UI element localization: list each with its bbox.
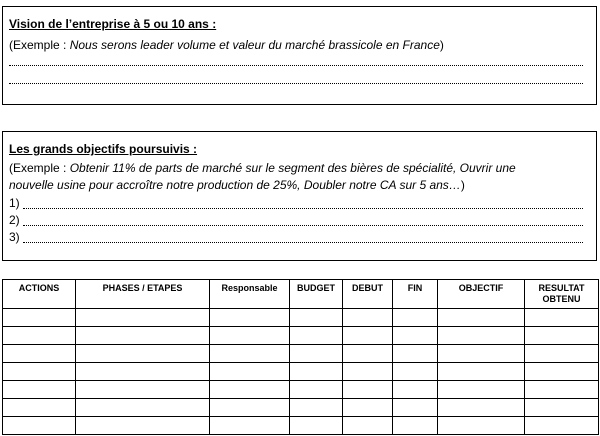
header-budget: BUDGET — [290, 280, 343, 309]
objective-item-2-line[interactable] — [23, 225, 583, 226]
table-cell[interactable] — [393, 327, 438, 345]
table-cell[interactable] — [393, 345, 438, 363]
table-cell[interactable] — [525, 399, 599, 417]
table-cell[interactable] — [76, 363, 210, 381]
table-cell[interactable] — [290, 417, 343, 435]
table-cell[interactable] — [76, 417, 210, 435]
header-responsable: Responsable — [210, 280, 290, 309]
objectives-title: Les grands objectifs poursuivis : — [9, 142, 198, 156]
table-cell[interactable] — [343, 399, 393, 417]
table-cell[interactable] — [76, 309, 210, 327]
table-row — [3, 381, 599, 399]
table-cell[interactable] — [3, 309, 76, 327]
table-cell[interactable] — [210, 363, 290, 381]
action-plan-table — [2, 279, 599, 435]
table-cell[interactable] — [343, 417, 393, 435]
vision-example-suffix: ) — [439, 38, 444, 52]
objectives-example-text-1: Obtenir 11% de parts de marché sur le segment des bières de spécialité, Ouvrir une — [69, 161, 516, 175]
table-cell[interactable] — [525, 327, 599, 345]
table-cell[interactable] — [3, 363, 76, 381]
table-cell[interactable] — [438, 381, 525, 399]
table-cell[interactable] — [76, 381, 210, 399]
table-cell[interactable] — [290, 309, 343, 327]
table-cell[interactable] — [76, 399, 210, 417]
objective-item-2-label: 2) — [9, 213, 20, 227]
table-cell[interactable] — [210, 327, 290, 345]
vision-example-text: Nous serons leader volume et valeur du marché brassicole en France — [69, 38, 440, 52]
table-cell[interactable] — [438, 417, 525, 435]
header-objectif: OBJECTIF — [438, 280, 525, 309]
header-resultat-obtenu: RESULTAT OBTENU — [525, 280, 599, 309]
header-fin: FIN — [393, 280, 438, 309]
table-cell[interactable] — [393, 417, 438, 435]
table-cell[interactable] — [438, 327, 525, 345]
vision-title: Vision de l’entreprise à 5 ou 10 ans : — [9, 17, 217, 31]
objectives-section — [2, 131, 597, 261]
table-cell[interactable] — [343, 345, 393, 363]
objective-item-1-line[interactable] — [23, 208, 583, 209]
objectives-example-line-2 — [9, 177, 465, 193]
objectives-example-prefix: (Exemple : — [9, 161, 70, 175]
vision-answer-line-2[interactable] — [9, 83, 583, 84]
table-cell[interactable] — [3, 399, 76, 417]
table-cell[interactable] — [3, 345, 76, 363]
table-cell[interactable] — [76, 345, 210, 363]
header-phases-etapes: PHASES / ETAPES — [76, 280, 210, 309]
table-cell[interactable] — [525, 381, 599, 399]
vision-example — [9, 37, 444, 53]
table-header-row — [3, 280, 599, 309]
table-cell[interactable] — [210, 381, 290, 399]
table-row — [3, 417, 599, 435]
table-cell[interactable] — [438, 399, 525, 417]
objective-item-1-label: 1) — [9, 196, 20, 210]
table-cell[interactable] — [210, 399, 290, 417]
objectives-example-line-1 — [9, 160, 516, 176]
table-cell[interactable] — [3, 417, 76, 435]
table-cell[interactable] — [3, 327, 76, 345]
table-cell[interactable] — [393, 309, 438, 327]
objectives-example-suffix: ) — [460, 178, 465, 192]
table-cell[interactable] — [343, 381, 393, 399]
table-cell[interactable] — [210, 417, 290, 435]
objectives-example-text-2: nouvelle usine pour accroître notre production de 25%, Doubler notre CA sur 5 ans… — [9, 178, 461, 192]
table-cell[interactable] — [525, 345, 599, 363]
table-cell[interactable] — [290, 381, 343, 399]
table-cell[interactable] — [393, 399, 438, 417]
table-cell[interactable] — [210, 345, 290, 363]
table-row — [3, 345, 599, 363]
objective-item-3-label: 3) — [9, 230, 20, 244]
table-cell[interactable] — [3, 381, 76, 399]
header-actions: ACTIONS — [3, 280, 76, 309]
table-cell[interactable] — [438, 345, 525, 363]
table-cell[interactable] — [290, 399, 343, 417]
table-row — [3, 363, 599, 381]
table-cell[interactable] — [525, 309, 599, 327]
table-cell[interactable] — [210, 309, 290, 327]
table-cell[interactable] — [393, 381, 438, 399]
table-row — [3, 309, 599, 327]
table-cell[interactable] — [290, 327, 343, 345]
table-cell[interactable] — [343, 327, 393, 345]
objective-item-3-line[interactable] — [23, 242, 583, 243]
table-body — [3, 309, 599, 435]
table-cell[interactable] — [525, 363, 599, 381]
vision-section — [2, 6, 597, 105]
table-cell[interactable] — [438, 363, 525, 381]
table-cell[interactable] — [290, 363, 343, 381]
vision-example-prefix: (Exemple : — [9, 38, 70, 52]
vision-answer-line-1[interactable] — [9, 65, 583, 66]
table-cell[interactable] — [343, 363, 393, 381]
table-cell[interactable] — [343, 309, 393, 327]
table-cell[interactable] — [76, 327, 210, 345]
table-row — [3, 327, 599, 345]
table-cell[interactable] — [393, 363, 438, 381]
table-row — [3, 399, 599, 417]
header-debut: DEBUT — [343, 280, 393, 309]
table-cell[interactable] — [438, 309, 525, 327]
table-cell[interactable] — [290, 345, 343, 363]
table-cell[interactable] — [525, 417, 599, 435]
